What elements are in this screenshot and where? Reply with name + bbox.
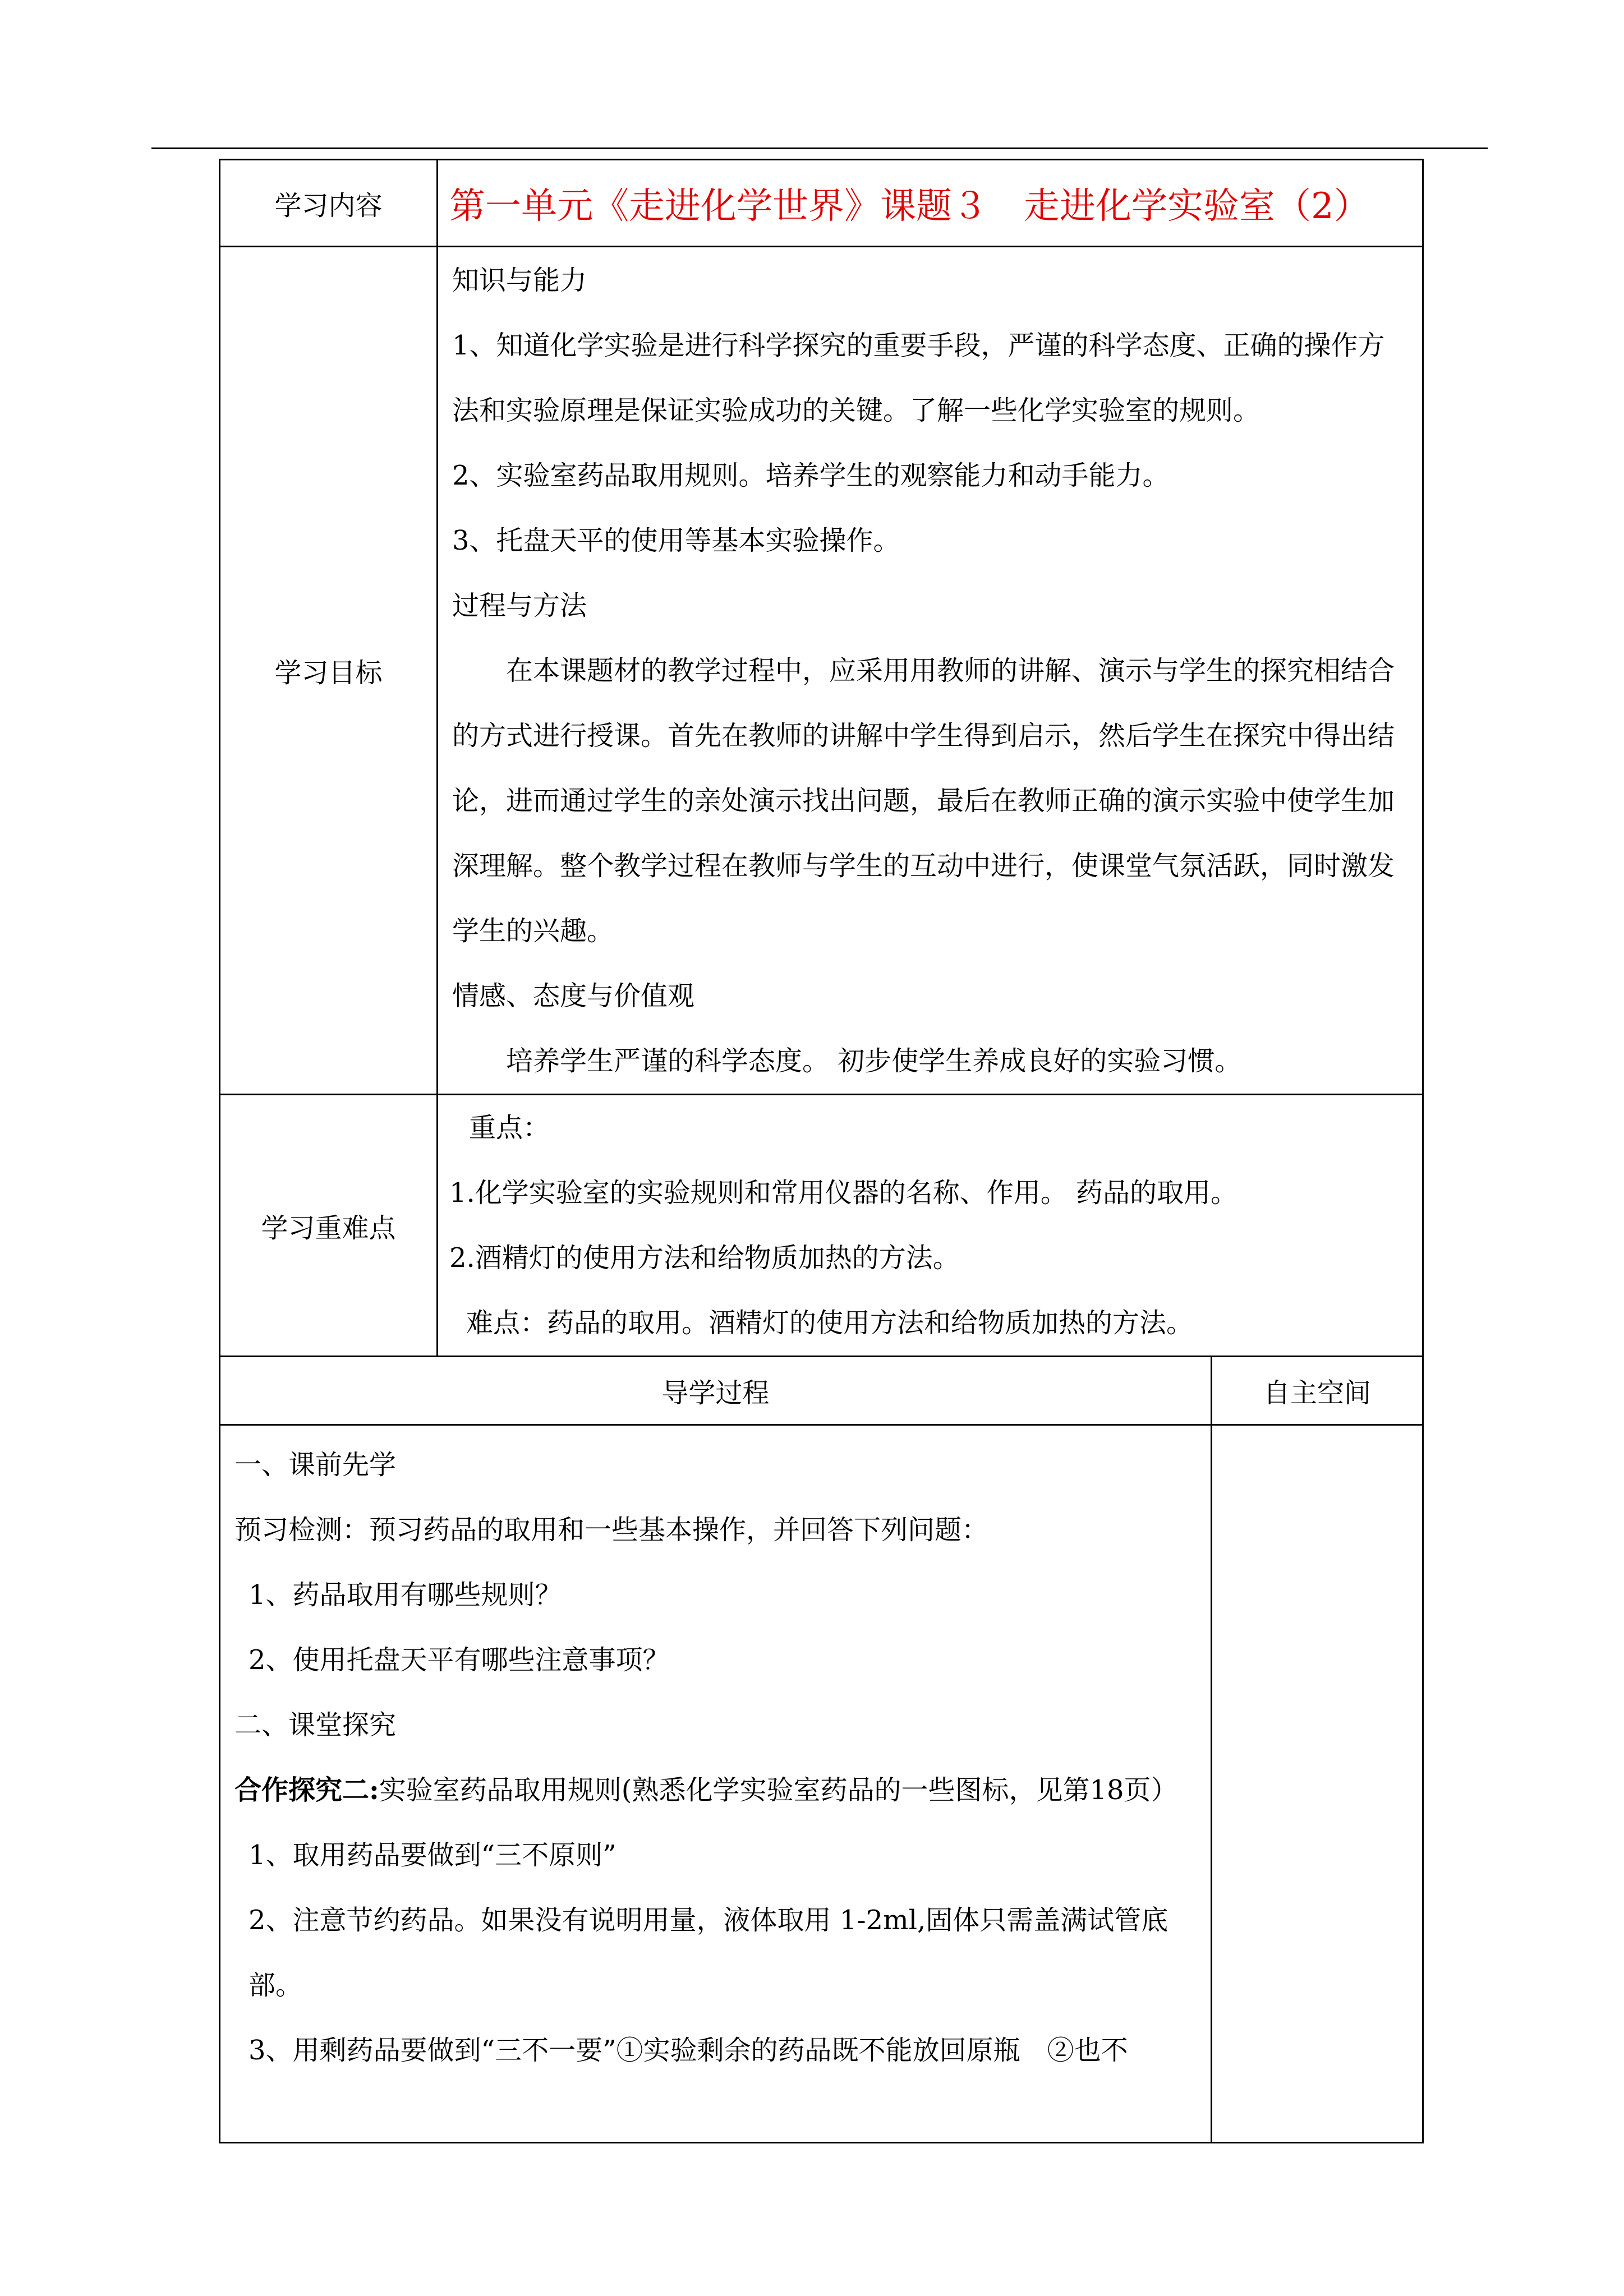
difficulties-label: 学习重难点 — [220, 1095, 438, 1357]
header-rule — [151, 147, 1488, 149]
difficulties-row — [220, 1095, 1423, 1357]
cooperative-inquiry-text: 实验室药品取用规则(熟悉化学实验室药品的一些图标，见第18页） — [379, 1774, 1178, 1806]
key-points-heading: 重点： — [469, 1112, 550, 1144]
objective-heading-knowledge: 知识与能力 — [452, 265, 587, 296]
difficult-points: 难点：药品的取用。酒精灯的使用方法和给物质加热的方法。 — [466, 1307, 1194, 1339]
objective-item-3: 3、托盘天平的使用等基本实验操作。 — [452, 525, 900, 556]
cooperative-inquiry — [220, 1758, 1211, 1823]
self-space-heading: 自主空间 — [1212, 1357, 1423, 1425]
class-inquiry-heading: 二、课堂探究 — [234, 1709, 397, 1741]
rule-3: 3、用剩药品要做到“三不一要”①实验剩余的药品既不能放回原瓶 ②也不 — [249, 2035, 1128, 2066]
pre-study-heading: 一、课前先学 — [234, 1449, 397, 1481]
process-row — [220, 1425, 1423, 2143]
self-space-cell — [1212, 1425, 1423, 2143]
key-point-2: 2.酒精灯的使用方法和给物质加热的方法。 — [449, 1242, 960, 1274]
objective-attitude-text: 培养学生严谨的科学态度。 初步使学生养成良好的实验习惯。 — [506, 1045, 1242, 1077]
objectives-label: 学习目标 — [220, 247, 438, 1095]
process-heading: 导学过程 — [220, 1357, 1212, 1425]
process-header-row — [220, 1357, 1423, 1425]
difficulties-cell — [438, 1095, 1423, 1357]
objective-heading-process: 过程与方法 — [452, 590, 587, 621]
key-point-1: 1.化学实验室的实验规则和常用仪器的名称、作用。 药品的取用。 — [449, 1177, 1238, 1209]
rule-1: 1、取用药品要做到“三不原则” — [249, 1839, 617, 1871]
process-cell — [220, 1425, 1212, 2143]
content-row — [220, 160, 1423, 247]
objectives-cell — [438, 247, 1423, 1095]
cooperative-inquiry-label: 合作探究二: — [234, 1774, 379, 1806]
objectives-row — [220, 247, 1423, 1095]
content-label: 学习内容 — [220, 160, 438, 247]
objective-item-2: 2、实验室药品取用规则。培养学生的观察能力和动手能力。 — [452, 460, 1170, 491]
rule-2: 2、注意节约药品。如果没有说明用量，液体取用 1-2ml,固体只需盖满试管底部。 — [249, 1905, 1168, 2001]
objective-process-text: 在本课题材的教学过程中，应采用用教师的讲解、演示与学生的探究相结合的方式进行授课。首先在教师的讲解中学生得到启示，然后学生在探究中得出结论，进而通过学生的亲处演示找出问题，最后在教师正确的演示实验中使学生加深理解。整个教学过程在教师与学生的互动中进行，使课堂气氛活跃，同时激发学生的兴趣。 — [452, 655, 1395, 947]
objective-heading-attitude: 情感、态度与价值观 — [452, 980, 695, 1012]
lesson-title: 第一单元《走进化学世界》课题３ 走进化学实验室（2） — [438, 160, 1423, 247]
lesson-plan-table — [219, 159, 1424, 2143]
preview-check: 预习检测：预习药品的取用和一些基本操作，并回答下列问题： — [234, 1514, 989, 1546]
objective-item-1: 1、知道化学实验是进行科学探究的重要手段，严谨的科学态度、正确的操作方法和实验原理是保证实验成功的关键。了解一些化学实验室的规则。 — [452, 330, 1385, 426]
question-2: 2、使用托盘天平有哪些注意事项？ — [249, 1644, 670, 1676]
question-1: 1、药品取用有哪些规则？ — [249, 1579, 562, 1611]
